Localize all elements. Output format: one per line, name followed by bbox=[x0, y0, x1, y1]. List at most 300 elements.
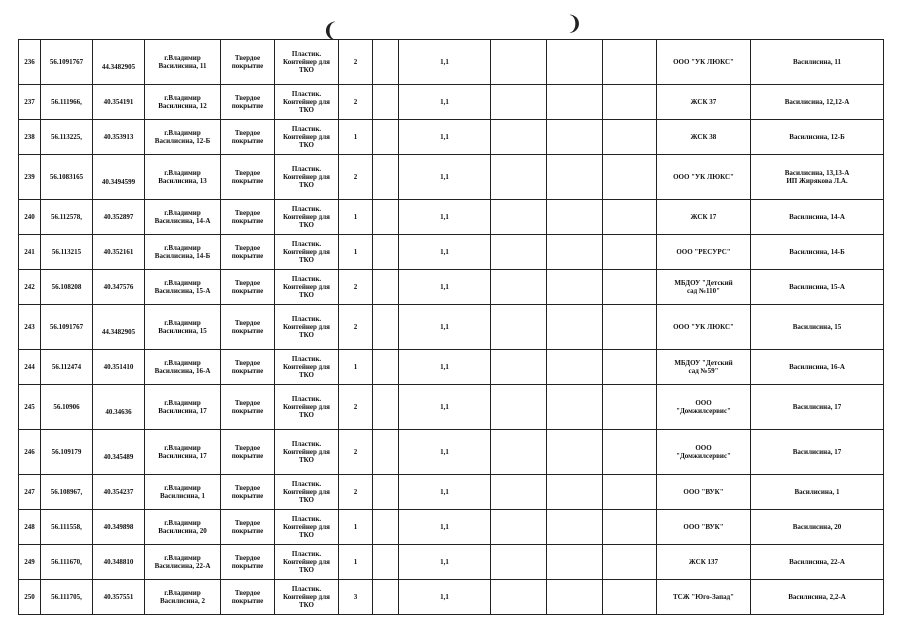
container-type-cell bbox=[275, 510, 339, 545]
empty-cell bbox=[491, 430, 547, 475]
empty-cell bbox=[547, 545, 603, 580]
container-volume-text: 1,1 bbox=[440, 283, 449, 291]
container-count-cell bbox=[339, 475, 373, 510]
row-number-cell bbox=[19, 270, 41, 305]
container-type-cell bbox=[275, 85, 339, 120]
longitude-text: 40.34636 bbox=[105, 408, 132, 416]
container-type-text: Контейнер для ТКО bbox=[283, 133, 330, 149]
address-text: г.Владимир bbox=[164, 54, 201, 62]
empty-cell bbox=[603, 305, 657, 350]
empty-cell bbox=[373, 235, 399, 270]
container-volume-text: 1,1 bbox=[440, 448, 449, 456]
surface-cell bbox=[221, 580, 275, 615]
container-count-cell bbox=[339, 510, 373, 545]
container-count-cell bbox=[339, 430, 373, 475]
owner-cell bbox=[657, 580, 751, 615]
container-volume-cell bbox=[399, 85, 491, 120]
empty-cell bbox=[603, 350, 657, 385]
container-type-text: Пластик. bbox=[291, 275, 322, 283]
container-volume-cell bbox=[399, 305, 491, 350]
waste-source-text: Василисина, 17 bbox=[792, 448, 842, 456]
latitude-cell bbox=[41, 235, 93, 270]
waste-source-cell bbox=[751, 350, 884, 385]
longitude-cell bbox=[93, 85, 145, 120]
container-count-text: 1 bbox=[353, 363, 358, 371]
empty-cell bbox=[491, 155, 547, 200]
surface-text: Твердое bbox=[234, 399, 261, 407]
surface-cell bbox=[221, 385, 275, 430]
longitude-text: 40.348810 bbox=[103, 558, 134, 566]
container-type-text: Контейнер для ТКО bbox=[283, 363, 330, 379]
empty-cell bbox=[547, 430, 603, 475]
container-count-text: 2 bbox=[353, 488, 358, 496]
container-count-cell bbox=[339, 385, 373, 430]
empty-cell bbox=[547, 235, 603, 270]
row-number-cell bbox=[19, 235, 41, 270]
latitude-cell bbox=[41, 40, 93, 85]
row-number-text: 248 bbox=[24, 523, 35, 531]
owner-cell bbox=[657, 545, 751, 580]
latitude-text: 56.111966, bbox=[51, 98, 82, 106]
surface-cell bbox=[221, 85, 275, 120]
longitude-cell bbox=[93, 430, 145, 475]
table-row bbox=[19, 350, 884, 385]
row-number-cell bbox=[19, 120, 41, 155]
owner-text: ООО bbox=[695, 444, 712, 452]
table-row bbox=[19, 235, 884, 270]
waste-source-cell bbox=[751, 120, 884, 155]
longitude-text: 40.349898 bbox=[103, 523, 134, 531]
container-type-text: Пластик. bbox=[291, 585, 322, 593]
waste-source-cell bbox=[751, 580, 884, 615]
container-count-cell bbox=[339, 350, 373, 385]
surface-cell bbox=[221, 430, 275, 475]
surface-cell bbox=[221, 545, 275, 580]
surface-text: покрытие bbox=[231, 252, 264, 260]
latitude-text: 56.109179 bbox=[51, 448, 82, 456]
container-volume-cell bbox=[399, 270, 491, 305]
container-count-text: 1 bbox=[353, 558, 358, 566]
empty-cell bbox=[603, 545, 657, 580]
row-number-cell bbox=[19, 40, 41, 85]
empty-cell bbox=[491, 235, 547, 270]
address-cell bbox=[145, 235, 221, 270]
container-volume-cell bbox=[399, 430, 491, 475]
latitude-text: 56.108208 bbox=[51, 283, 82, 291]
surface-text: покрытие bbox=[231, 597, 264, 605]
longitude-text: 40.354191 bbox=[103, 98, 134, 106]
address-text: Василисина, 15-А bbox=[154, 287, 211, 295]
waste-source-text: Василисина, 15 bbox=[792, 323, 842, 331]
latitude-cell bbox=[41, 350, 93, 385]
container-type-cell bbox=[275, 580, 339, 615]
surface-text: покрытие bbox=[231, 137, 264, 145]
owner-cell bbox=[657, 430, 751, 475]
empty-cell bbox=[547, 580, 603, 615]
row-number-text: 244 bbox=[24, 363, 35, 371]
empty-cell bbox=[547, 270, 603, 305]
row-number-cell bbox=[19, 385, 41, 430]
margin-mark-left: ❨ bbox=[322, 18, 339, 42]
empty-cell bbox=[491, 385, 547, 430]
container-count-text: 1 bbox=[353, 523, 358, 531]
container-volume-cell bbox=[399, 545, 491, 580]
surface-cell bbox=[221, 235, 275, 270]
row-number-cell bbox=[19, 430, 41, 475]
owner-cell bbox=[657, 270, 751, 305]
container-volume-text: 1,1 bbox=[440, 133, 449, 141]
owner-cell bbox=[657, 40, 751, 85]
owner-text: ООО "УК ЛЮКС" bbox=[673, 323, 734, 331]
owner-text: ЖСК 137 bbox=[688, 558, 719, 566]
empty-cell bbox=[603, 475, 657, 510]
owner-text: МБДОУ "Детский bbox=[674, 359, 733, 367]
address-cell bbox=[145, 510, 221, 545]
row-number-cell bbox=[19, 155, 41, 200]
empty-cell bbox=[491, 580, 547, 615]
longitude-cell bbox=[93, 385, 145, 430]
surface-text: Твердое bbox=[234, 589, 261, 597]
container-count-text: 2 bbox=[353, 448, 358, 456]
row-number-cell bbox=[19, 475, 41, 510]
container-volume-text: 1,1 bbox=[440, 98, 449, 106]
container-type-text: Пластик. bbox=[291, 480, 322, 488]
table-row bbox=[19, 430, 884, 475]
row-number-text: 236 bbox=[24, 58, 35, 66]
container-type-text: Контейнер для ТКО bbox=[283, 558, 330, 574]
table-row bbox=[19, 200, 884, 235]
container-type-text: Контейнер для ТКО bbox=[283, 323, 330, 339]
surface-text: Твердое bbox=[234, 244, 261, 252]
row-number-cell bbox=[19, 200, 41, 235]
waste-source-cell bbox=[751, 85, 884, 120]
owner-text: сад №59" bbox=[688, 367, 719, 375]
empty-cell bbox=[603, 385, 657, 430]
address-text: г.Владимир bbox=[164, 94, 201, 102]
surface-cell bbox=[221, 120, 275, 155]
surface-text: Твердое bbox=[234, 444, 261, 452]
container-volume-text: 1,1 bbox=[440, 403, 449, 411]
container-type-cell bbox=[275, 350, 339, 385]
empty-cell bbox=[547, 385, 603, 430]
container-type-cell bbox=[275, 385, 339, 430]
table-row bbox=[19, 580, 884, 615]
row-number-text: 247 bbox=[24, 488, 35, 496]
container-count-cell bbox=[339, 235, 373, 270]
waste-source-cell bbox=[751, 475, 884, 510]
empty-cell bbox=[491, 475, 547, 510]
latitude-text: 56.113215 bbox=[51, 248, 82, 256]
container-type-text: Пластик. bbox=[291, 50, 322, 58]
container-volume-cell bbox=[399, 120, 491, 155]
longitude-text: 40.3494599 bbox=[101, 178, 136, 186]
address-text: г.Владимир bbox=[164, 279, 201, 287]
owner-text: ООО "РЕСУРС" bbox=[676, 248, 731, 256]
address-cell bbox=[145, 580, 221, 615]
table-row bbox=[19, 475, 884, 510]
empty-cell bbox=[603, 85, 657, 120]
empty-cell bbox=[547, 350, 603, 385]
container-volume-cell bbox=[399, 235, 491, 270]
empty-cell bbox=[373, 305, 399, 350]
empty-cell bbox=[547, 200, 603, 235]
empty-cell bbox=[547, 475, 603, 510]
longitude-text: 40.354237 bbox=[103, 488, 134, 496]
container-type-text: Пластик. bbox=[291, 395, 322, 403]
row-number-cell bbox=[19, 580, 41, 615]
address-text: Василисина, 14-А bbox=[154, 217, 211, 225]
surface-text: покрытие bbox=[231, 562, 264, 570]
address-cell bbox=[145, 200, 221, 235]
margin-mark-right: ❩ bbox=[566, 11, 583, 35]
container-type-cell bbox=[275, 305, 339, 350]
owner-cell bbox=[657, 305, 751, 350]
latitude-text: 56.10906 bbox=[53, 403, 80, 411]
surface-cell bbox=[221, 155, 275, 200]
container-type-text: Контейнер для ТКО bbox=[283, 448, 330, 464]
latitude-text: 56.111705, bbox=[51, 593, 82, 601]
empty-cell bbox=[603, 235, 657, 270]
container-volume-cell bbox=[399, 510, 491, 545]
latitude-cell bbox=[41, 385, 93, 430]
longitude-text: 40.352161 bbox=[103, 248, 134, 256]
container-type-cell bbox=[275, 120, 339, 155]
container-type-text: Пластик. bbox=[291, 90, 322, 98]
waste-source-text: Василисина, 14-Б bbox=[789, 248, 845, 256]
empty-cell bbox=[373, 510, 399, 545]
surface-cell bbox=[221, 40, 275, 85]
row-number-text: 239 bbox=[24, 173, 35, 181]
container-count-cell bbox=[339, 545, 373, 580]
container-type-text: Контейнер для ТКО bbox=[283, 248, 330, 264]
address-text: Василисина, 12 bbox=[158, 102, 207, 110]
latitude-cell bbox=[41, 120, 93, 155]
latitude-text: 56.111558, bbox=[51, 523, 82, 531]
address-cell bbox=[145, 40, 221, 85]
container-count-text: 2 bbox=[353, 98, 358, 106]
address-text: г.Владимир bbox=[164, 209, 201, 217]
longitude-cell bbox=[93, 350, 145, 385]
container-count-cell bbox=[339, 200, 373, 235]
container-count-text: 1 bbox=[353, 133, 358, 141]
longitude-cell bbox=[93, 120, 145, 155]
longitude-text: 44.3482905 bbox=[101, 328, 136, 336]
address-text: г.Владимир bbox=[164, 554, 201, 562]
empty-cell bbox=[603, 270, 657, 305]
address-cell bbox=[145, 430, 221, 475]
empty-cell bbox=[491, 270, 547, 305]
surface-text: покрытие bbox=[231, 327, 264, 335]
table-row bbox=[19, 85, 884, 120]
empty-cell bbox=[373, 40, 399, 85]
container-type-text: Пластик. bbox=[291, 165, 322, 173]
empty-cell bbox=[603, 580, 657, 615]
table-row bbox=[19, 270, 884, 305]
waste-source-text: Василисина, 14-А bbox=[789, 213, 845, 221]
container-type-cell bbox=[275, 475, 339, 510]
longitude-text: 40.345489 bbox=[103, 453, 134, 461]
empty-cell bbox=[373, 200, 399, 235]
container-type-cell bbox=[275, 545, 339, 580]
waste-source-text: Василисина, 1 bbox=[794, 488, 840, 496]
container-volume-text: 1,1 bbox=[440, 488, 449, 496]
empty-cell bbox=[547, 305, 603, 350]
container-type-text: Пластик. bbox=[291, 440, 322, 448]
address-cell bbox=[145, 155, 221, 200]
surface-text: покрытие bbox=[231, 407, 264, 415]
address-text: Василисина, 13 bbox=[158, 177, 207, 185]
owner-cell bbox=[657, 510, 751, 545]
longitude-text: 40.353913 bbox=[103, 133, 134, 141]
waste-source-cell bbox=[751, 235, 884, 270]
longitude-cell bbox=[93, 475, 145, 510]
latitude-cell bbox=[41, 580, 93, 615]
waste-source-cell bbox=[751, 155, 884, 200]
container-type-cell bbox=[275, 200, 339, 235]
container-type-text: Контейнер для ТКО bbox=[283, 213, 330, 229]
row-number-text: 246 bbox=[24, 448, 35, 456]
owner-cell bbox=[657, 350, 751, 385]
longitude-text: 40.351410 bbox=[103, 363, 134, 371]
owner-text: "Домжилсервис" bbox=[676, 407, 731, 415]
address-text: Василисина, 1 bbox=[160, 492, 205, 500]
address-text: г.Владимир bbox=[164, 359, 201, 367]
container-count-cell bbox=[339, 580, 373, 615]
owner-text: ЖСК 17 bbox=[690, 213, 717, 221]
empty-cell bbox=[491, 85, 547, 120]
longitude-cell bbox=[93, 235, 145, 270]
latitude-cell bbox=[41, 475, 93, 510]
container-count-text: 2 bbox=[353, 283, 358, 291]
surface-text: покрытие bbox=[231, 367, 264, 375]
container-type-text: Контейнер для ТКО bbox=[283, 488, 330, 504]
longitude-cell bbox=[93, 200, 145, 235]
container-type-text: Пластик. bbox=[291, 515, 322, 523]
container-type-cell bbox=[275, 270, 339, 305]
latitude-cell bbox=[41, 270, 93, 305]
surface-cell bbox=[221, 270, 275, 305]
surface-text: покрытие bbox=[231, 177, 264, 185]
empty-cell bbox=[373, 580, 399, 615]
surface-text: Твердое bbox=[234, 94, 261, 102]
empty-cell bbox=[603, 200, 657, 235]
container-type-text: Контейнер для ТКО bbox=[283, 403, 330, 419]
row-number-cell bbox=[19, 85, 41, 120]
empty-cell bbox=[373, 85, 399, 120]
empty-cell bbox=[547, 85, 603, 120]
container-type-text: Контейнер для ТКО bbox=[283, 173, 330, 189]
container-volume-cell bbox=[399, 475, 491, 510]
waste-source-cell bbox=[751, 430, 884, 475]
address-cell bbox=[145, 475, 221, 510]
container-count-text: 2 bbox=[353, 173, 358, 181]
longitude-cell bbox=[93, 545, 145, 580]
container-type-cell bbox=[275, 235, 339, 270]
waste-source-cell bbox=[751, 270, 884, 305]
container-volume-cell bbox=[399, 580, 491, 615]
waste-source-text: Василисина, 20 bbox=[792, 523, 842, 531]
latitude-text: 56.112474 bbox=[51, 363, 82, 371]
row-number-text: 241 bbox=[24, 248, 35, 256]
container-volume-text: 1,1 bbox=[440, 323, 449, 331]
table-row bbox=[19, 385, 884, 430]
address-cell bbox=[145, 385, 221, 430]
container-type-text: Контейнер для ТКО bbox=[283, 98, 330, 114]
container-type-text: Пластик. bbox=[291, 355, 322, 363]
address-text: г.Владимир bbox=[164, 129, 201, 137]
container-count-text: 2 bbox=[353, 58, 358, 66]
address-text: Василисина, 22-А bbox=[154, 562, 211, 570]
row-number-cell bbox=[19, 510, 41, 545]
row-number-text: 243 bbox=[24, 323, 35, 331]
waste-source-cell bbox=[751, 305, 884, 350]
latitude-cell bbox=[41, 510, 93, 545]
container-volume-text: 1,1 bbox=[440, 593, 449, 601]
address-cell bbox=[145, 350, 221, 385]
address-text: г.Владимир bbox=[164, 519, 201, 527]
address-text: Василисина, 2 bbox=[160, 597, 205, 605]
surface-cell bbox=[221, 350, 275, 385]
waste-source-cell bbox=[751, 40, 884, 85]
latitude-text: 56.1091767 bbox=[49, 58, 84, 66]
surface-cell bbox=[221, 305, 275, 350]
container-count-cell bbox=[339, 120, 373, 155]
address-text: г.Владимир bbox=[164, 399, 201, 407]
latitude-text: 56.1091767 bbox=[49, 323, 84, 331]
container-count-text: 2 bbox=[353, 403, 358, 411]
latitude-text: 56.113225, bbox=[50, 133, 83, 141]
container-type-text: Пластик. bbox=[291, 315, 322, 323]
container-type-cell bbox=[275, 40, 339, 85]
longitude-text: 40.347576 bbox=[103, 283, 134, 291]
surface-text: покрытие bbox=[231, 102, 264, 110]
table-row bbox=[19, 305, 884, 350]
owner-text: ООО "ВУК" bbox=[683, 488, 724, 496]
empty-cell bbox=[373, 350, 399, 385]
owner-cell bbox=[657, 475, 751, 510]
surface-text: Твердое bbox=[234, 54, 261, 62]
empty-cell bbox=[603, 120, 657, 155]
longitude-cell bbox=[93, 155, 145, 200]
table-row bbox=[19, 510, 884, 545]
address-text: г.Владимир bbox=[164, 589, 201, 597]
owner-cell bbox=[657, 200, 751, 235]
container-volume-cell bbox=[399, 40, 491, 85]
container-volume-text: 1,1 bbox=[440, 363, 449, 371]
latitude-text: 56.108967, bbox=[50, 488, 83, 496]
address-text: г.Владимир bbox=[164, 169, 201, 177]
owner-text: ООО "УК ЛЮКС" bbox=[673, 58, 734, 66]
container-count-text: 2 bbox=[353, 323, 358, 331]
surface-text: покрытие bbox=[231, 527, 264, 535]
waste-source-text: Василисина, 22-А bbox=[789, 558, 845, 566]
container-count-text: 1 bbox=[353, 248, 358, 256]
container-volume-text: 1,1 bbox=[440, 173, 449, 181]
longitude-text: 40.357551 bbox=[103, 593, 134, 601]
table-row bbox=[19, 120, 884, 155]
latitude-text: 56.111670, bbox=[51, 558, 82, 566]
container-count-text: 3 bbox=[353, 593, 358, 601]
row-number-cell bbox=[19, 545, 41, 580]
container-volume-cell bbox=[399, 350, 491, 385]
surface-text: Твердое bbox=[234, 169, 261, 177]
latitude-text: 56.1083165 bbox=[49, 173, 84, 181]
surface-text: покрытие bbox=[231, 62, 264, 70]
longitude-cell bbox=[93, 40, 145, 85]
empty-cell bbox=[491, 305, 547, 350]
owner-cell bbox=[657, 120, 751, 155]
surface-text: Твердое bbox=[234, 319, 261, 327]
